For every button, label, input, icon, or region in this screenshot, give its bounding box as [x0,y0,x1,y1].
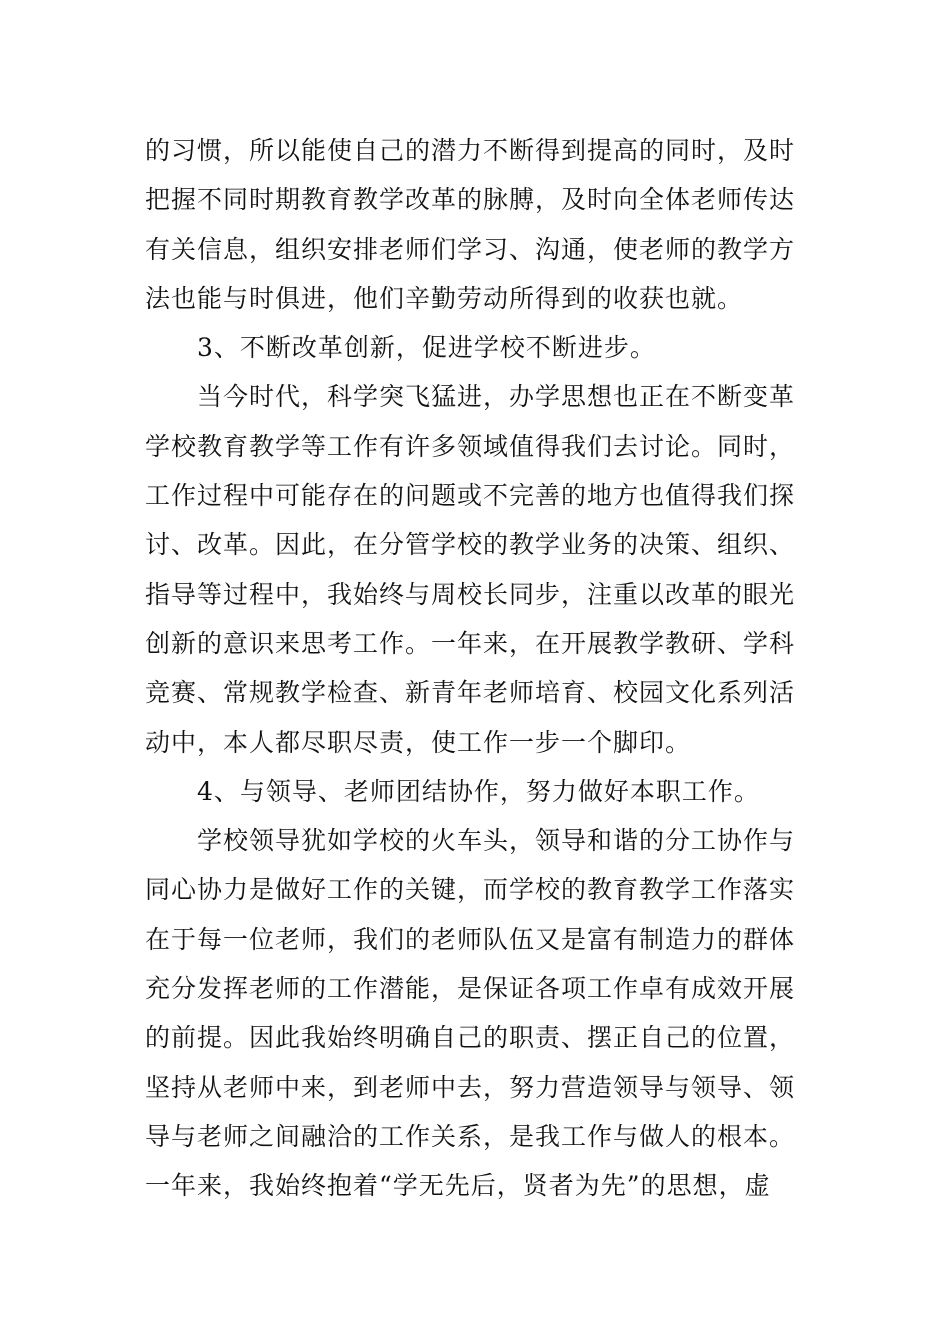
document-body [145,126,810,1211]
text-line: 一年来，我始终抱着“学无先后，贤者为先”的思想，虚 [145,1171,771,1201]
text-line: 指导等过程中，我始终与周校长同步，注重以改革的眼光 [145,579,796,609]
text-line: 学校教育教学等工作有许多领域值得我们去讨论。同时， [145,431,796,461]
text-line: 法也能与时俱进，他们辛勤劳动所得到的收获也就。 [145,283,744,313]
text-line: 坚持从老师中来，到老师中去，努力营造领导与领导、领 [145,1072,796,1102]
text-line: 在于每一位老师，我们的老师队伍又是富有制造力的群体 [145,924,796,954]
text-line: 充分发挥老师的工作潜能，是保证各项工作卓有成效开展 [145,974,796,1004]
paragraph-start: 学校领导犹如学校的火车头，领导和谐的分工协作与 [197,826,796,856]
text-line: 工作过程中可能存在的问题或不完善的地方也值得我们探 [145,481,796,511]
text-line: 把握不同时期教育教学改革的脉膊，及时向全体老师传达 [145,185,796,215]
text-line: 的习惯，所以能使自己的潜力不断得到提高的同时，及时 [145,136,796,165]
section-heading: 4、与领导、老师团结协作，努力做好本职工作。 [197,776,760,806]
text-line: 动中，本人都尽职尽责，使工作一步一个脚印。 [145,727,692,757]
text-line: 导与老师之间融洽的工作关系，是我工作与做人的根本。 [145,1121,796,1151]
text-line: 有关信息，组织安排老师们学习、沟通，使老师的教学方 [145,234,796,264]
paragraph-start: 当今时代，科学突飞猛进，办学思想也正在不断变革 [197,382,796,412]
text-line: 同心协力是做好工作的关键，而学校的教育教学工作落实 [145,875,796,905]
text-line: 的前提。因此我始终明确自己的职责、摆正自己的位置， [145,1023,796,1053]
text-line: 讨、改革。因此，在分管学校的教学业务的决策、组织、 [145,530,796,560]
section-heading: 3、不断改革创新，促进学校不断进步。 [197,333,656,363]
text-line: 竞赛、常规教学检查、新青年老师培育、校园文化系列活 [145,678,796,708]
text-line: 创新的意识来思考工作。一年来，在开展教学教研、学科 [145,628,796,658]
